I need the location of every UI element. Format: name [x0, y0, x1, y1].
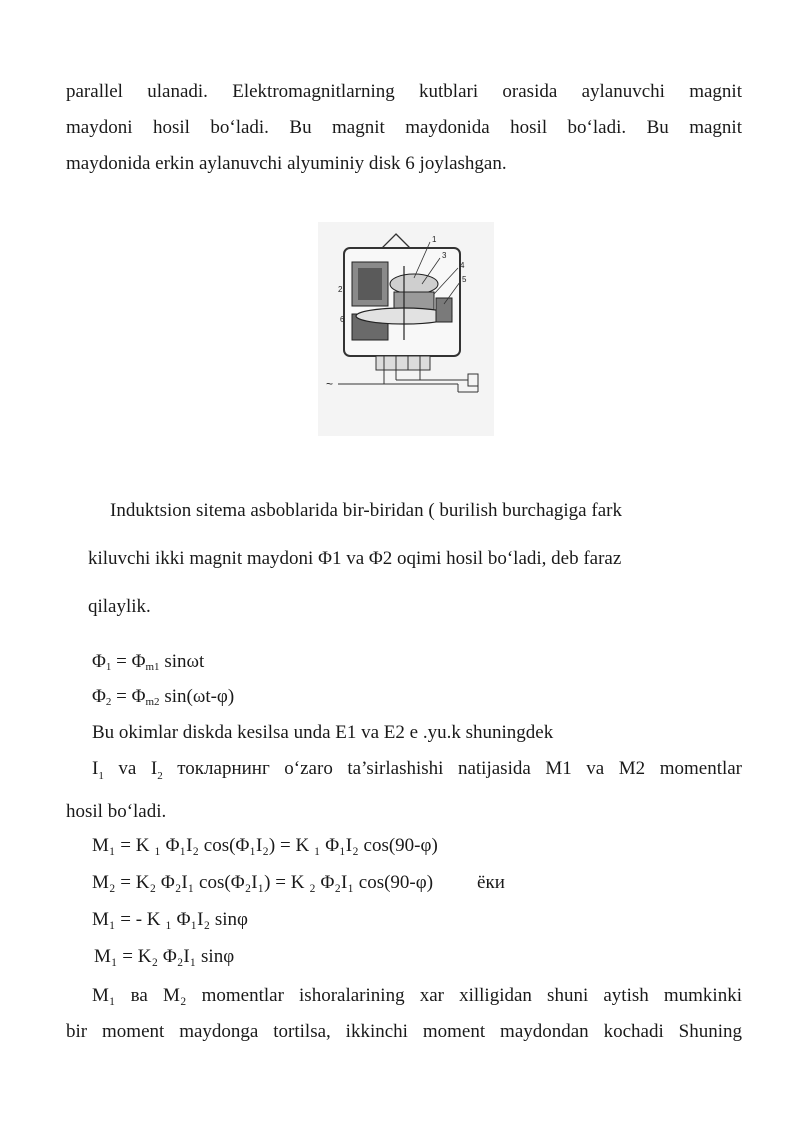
eq-symbol: Φ [92, 651, 106, 672]
text-line: qilaylik. [88, 596, 151, 617]
figure-label-1: 1 [432, 235, 437, 244]
figure-label-6: 6 [340, 315, 345, 324]
figure-label-4: 4 [460, 261, 465, 270]
eq-subscript: 1 [105, 661, 112, 673]
text-line: Induktsion sitema asboblarida bir-biridan ( burilish burchagiga fark [110, 500, 622, 521]
text-line: parallel ulanadi. Elektromagnitlarning kutblari orasida aylanuvchi magnit [66, 81, 742, 102]
text-line: maydonida erkin aylanuvchi alyuminiy disk 6 joylashgan. [66, 153, 507, 174]
equation-phi2 [92, 685, 234, 714]
figure-label-2: 2 [338, 285, 343, 294]
eq-term: sin(ωt-φ) [159, 686, 235, 707]
eq-subscript: m2 [145, 696, 160, 708]
equation-phi1 [92, 650, 204, 679]
eq-term: sinωt [159, 651, 205, 672]
equation-m2 [92, 871, 505, 895]
eq-subscript: 1 [98, 769, 104, 782]
text-run: токларнинг o‘zaro ta’sirlashishi natijasida M1 va M2 momentlar [162, 758, 743, 779]
word-yoki: ёки [477, 872, 505, 893]
current-symbol: I [92, 758, 99, 779]
eq-term: M₂ = K₂ Φ₂I₁ cos(Φ₂I₁) = K ₂ Φ₂I₁ cos(90-φ) [92, 872, 434, 893]
induction-meter-figure [318, 222, 494, 436]
text-line: hosil bo‘ladi. [66, 800, 167, 822]
eq-subscript: 2 [105, 696, 112, 708]
equation-m1: M₁ = K ₁ Φ₁I₂ cos(Φ₁I₂) = K ₁ Φ₁I₂ cos(90-φ) [92, 835, 438, 856]
paragraph-intro [88, 487, 708, 631]
current-symbol: va I [103, 758, 158, 779]
paragraph-bottom [66, 978, 742, 1050]
eq-symbol: Φ [92, 686, 106, 707]
paragraph-top [66, 74, 742, 182]
line-okimlar: Bu okimlar diskda kesilsa unda E1 va E2 e .yu.k shuningdek [92, 722, 554, 743]
induction-meter-drawing [318, 222, 494, 436]
eq-symbol: = Φ [111, 686, 146, 707]
figure-label-3: 3 [442, 251, 447, 260]
text-line: maydoni hosil bo‘ladi. Bu magnit maydonida hosil bo‘ladi. Bu magnit [66, 117, 742, 138]
paragraph-tok [66, 751, 742, 830]
text-line [66, 751, 742, 794]
text-line: M₁ ва M₂ momentlar ishoralarining xar xilligidan shuni aytish mumkinki [92, 985, 742, 1006]
equation-m1-sin: M₁ = - K ₁ Φ₁I₂ sinφ [92, 909, 249, 930]
eq-symbol: = Φ [111, 651, 146, 672]
equation-m1-sin-2: M₁ = K₂ Φ₂I₁ sinφ [94, 946, 235, 967]
eq-subscript: 2 [157, 769, 163, 782]
ac-source-symbol: ~ [326, 377, 334, 391]
text-line: kiluvchi ikki magnit maydoni Φ1 va Φ2 oqimi hosil bo‘ladi, deb faraz [88, 548, 622, 569]
eq-subscript: m1 [145, 661, 160, 673]
figure-label-5: 5 [462, 275, 467, 284]
text-line: bir moment maydonga tortilsa, ikkinchi moment maydondan kochadi Shuning [66, 1021, 742, 1042]
